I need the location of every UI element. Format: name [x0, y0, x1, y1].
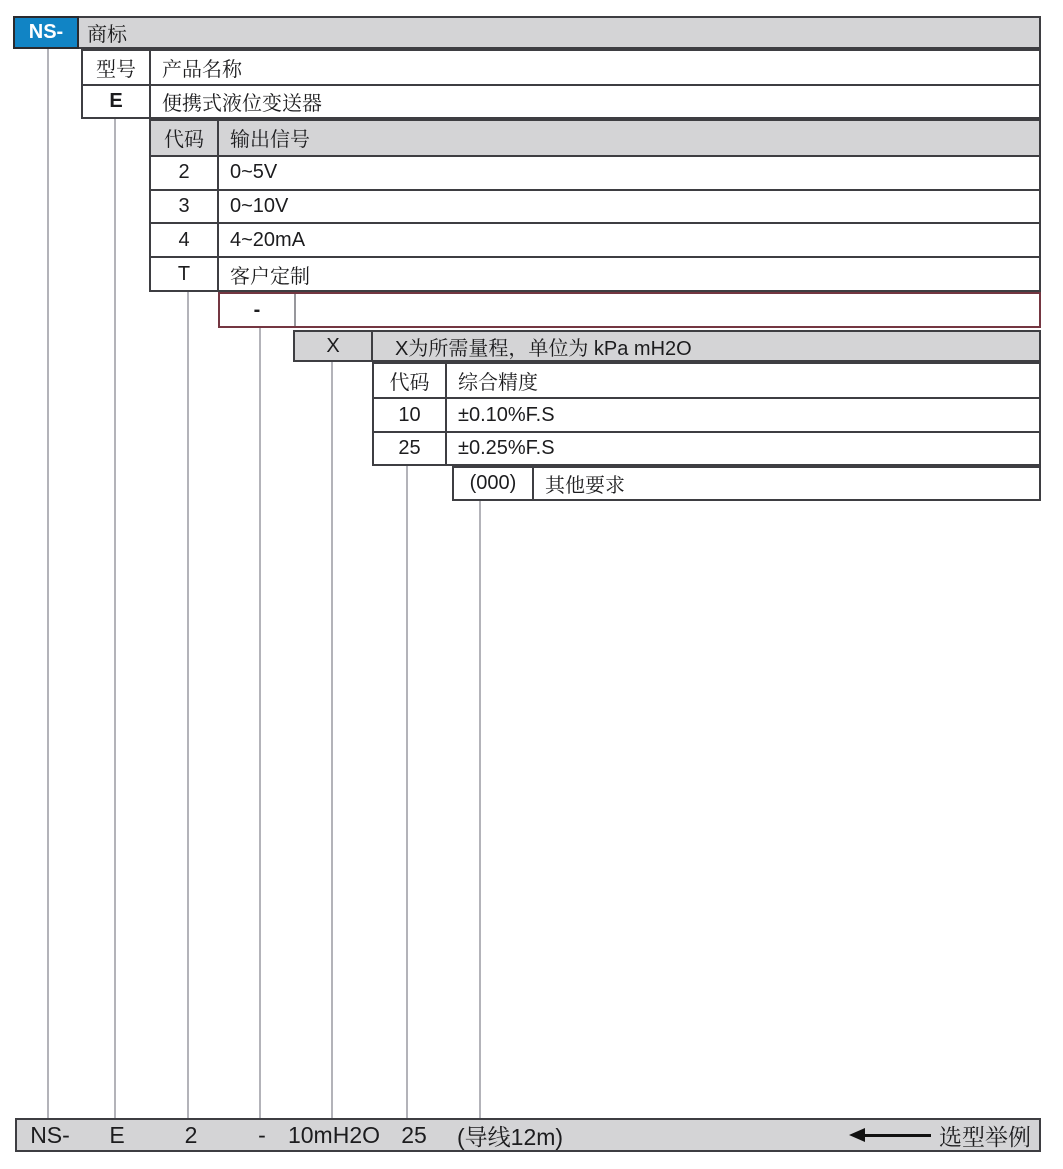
output-row-label: 0~10V: [217, 191, 1039, 223]
range-code: X: [326, 334, 340, 357]
table-row: [151, 189, 1039, 223]
range-row: [293, 330, 1041, 362]
table-row: [151, 155, 1039, 189]
arrow-left-icon: [849, 1128, 865, 1142]
output-row-code: 3: [178, 194, 190, 217]
output-row-label: 4~20mA: [217, 224, 1039, 256]
table-row: [151, 222, 1039, 256]
table-row: [374, 397, 1039, 430]
product-name: 便携式液位变送器: [149, 86, 1039, 117]
example-part-output: 2: [184, 1121, 198, 1148]
table-row: [151, 256, 1039, 290]
prefix-code-cell: [13, 16, 79, 49]
arrow-shaft: [865, 1134, 931, 1137]
separator-symbol: -: [253, 298, 261, 321]
output-row-code: T: [177, 262, 191, 285]
range-description: X为所需量程，单位为 kPa mH2O: [371, 332, 1039, 360]
accuracy-header-row: [374, 364, 1039, 397]
other-row-code: (000): [469, 472, 517, 494]
accuracy-row-code: 25: [398, 436, 421, 459]
accuracy-header-label: 综合精度: [445, 364, 1039, 397]
example-part-prefix: NS-: [30, 1121, 70, 1148]
connector-line-prefix: [47, 49, 49, 1118]
output-row-label: 客户定制: [217, 258, 1039, 290]
accuracy-header-code: 代码: [389, 372, 430, 395]
model-header-code: 型号: [96, 59, 136, 81]
example-part-separator: -: [258, 1121, 266, 1148]
model-table-value-row: [83, 84, 1039, 117]
separator-empty-cell: [294, 294, 1039, 326]
accuracy-row-code: 10: [398, 403, 421, 426]
output-header-row: [151, 121, 1039, 155]
model-header-name: 产品名称: [149, 51, 1039, 84]
example-bar: [15, 1118, 1041, 1152]
output-row-label: 0~5V: [217, 157, 1039, 189]
connector-line-model: [114, 119, 116, 1118]
output-row-code: 2: [178, 161, 190, 184]
output-row-code: 4: [178, 228, 190, 251]
connector-line-other: [479, 501, 481, 1118]
other-row-label: 其他要求: [532, 468, 1039, 499]
connector-line-range: [331, 362, 333, 1118]
accuracy-table: [372, 362, 1041, 466]
output-header-label: 输出信号: [217, 121, 1039, 155]
output-signal-table: [149, 119, 1041, 292]
separator-box: [218, 292, 1041, 328]
output-header-code: 代码: [164, 129, 204, 152]
trademark-cell: [79, 16, 1041, 49]
trademark-label: 商标: [87, 24, 127, 46]
other-requirement-row: [452, 466, 1041, 501]
example-caption-group: [849, 1120, 1031, 1150]
example-part-range: 10mH2O: [287, 1121, 381, 1148]
example-caption: 选型举例: [939, 1123, 1031, 1150]
example-part-other: (导线12m): [457, 1123, 564, 1150]
table-row: [374, 431, 1039, 464]
accuracy-row-label: ±0.10%F.S: [445, 399, 1039, 430]
connector-line-accuracy: [406, 466, 408, 1118]
connector-line-separator: [259, 328, 261, 1118]
prefix-code: NS-: [28, 21, 64, 43]
accuracy-row-label: ±0.25%F.S: [445, 433, 1039, 464]
model-table: [81, 49, 1041, 119]
model-table-header-row: [83, 51, 1039, 84]
model-code: E: [109, 90, 123, 112]
example-part-model: E: [109, 1121, 125, 1148]
example-part-accuracy: 25: [401, 1121, 427, 1148]
connector-line-output: [187, 292, 189, 1118]
